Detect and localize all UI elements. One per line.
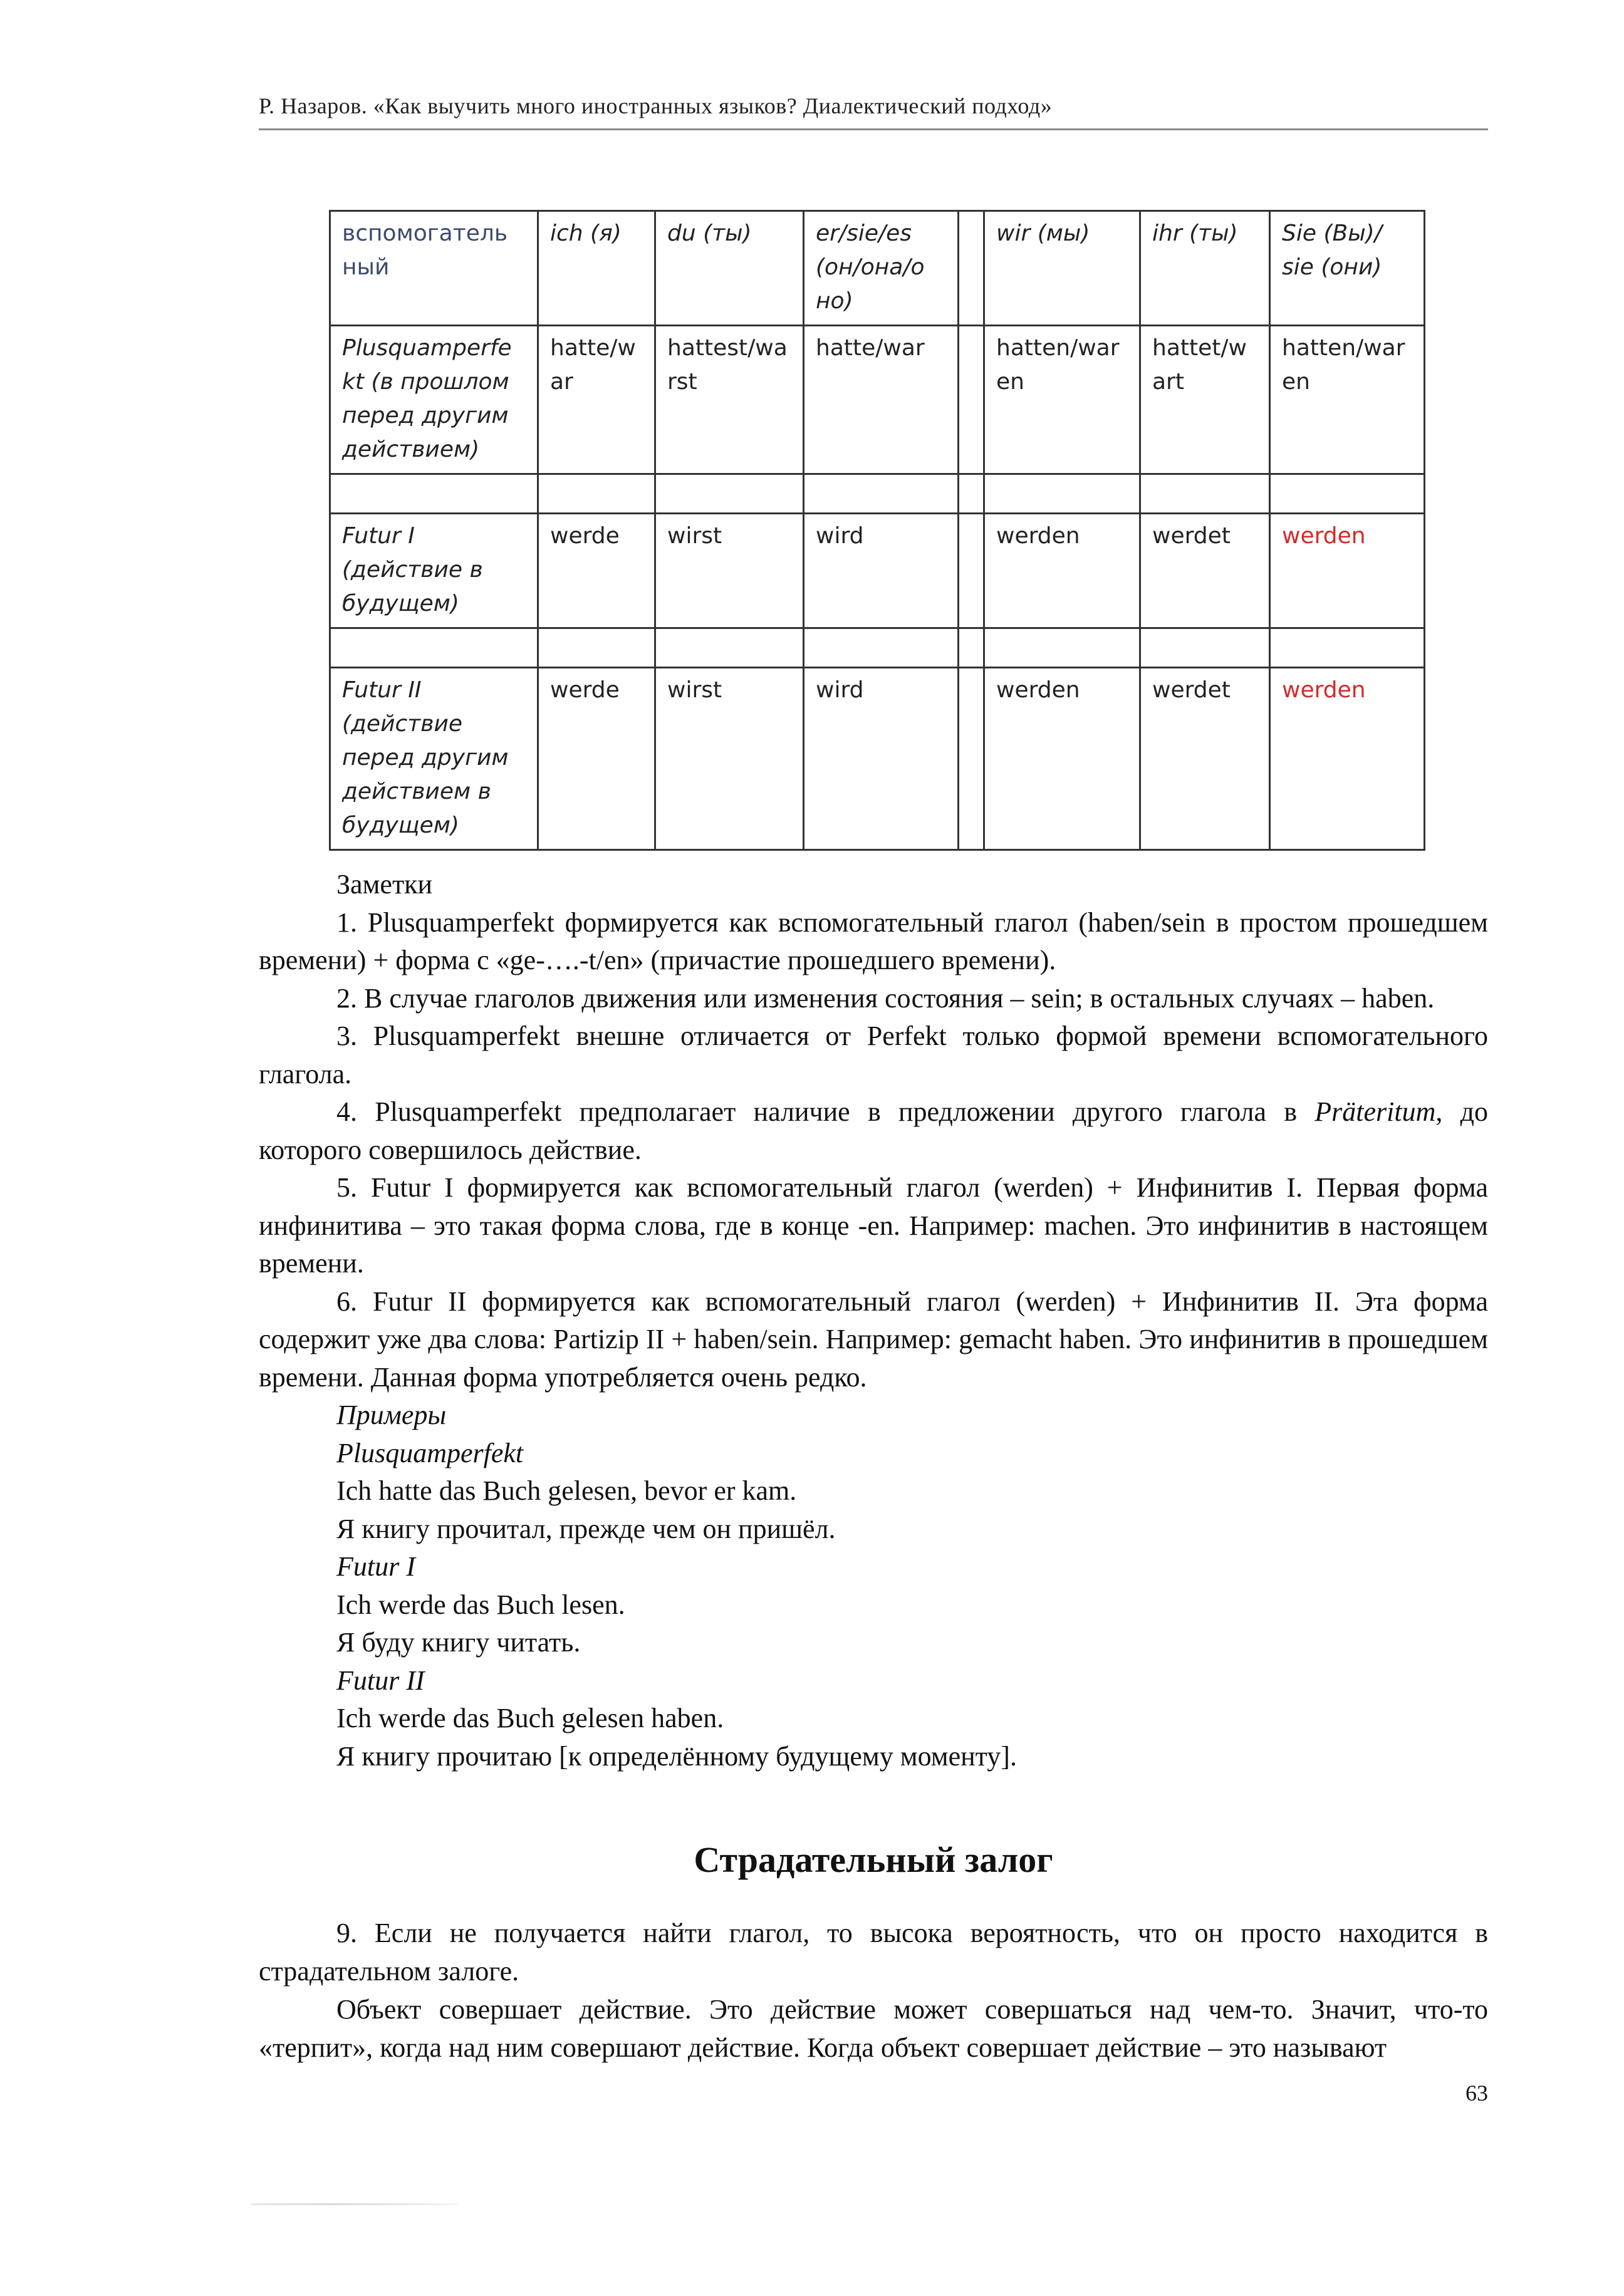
table-cell: werdet xyxy=(1140,668,1270,850)
header-cell-er-sie-es: er/sie/es (он/она/о но) xyxy=(804,211,959,326)
table-cell xyxy=(984,474,1140,514)
header-cell-sie: Sie (Вы)/ sie (они) xyxy=(1270,211,1425,326)
example-heading-text: Futur I xyxy=(336,1551,415,1582)
header-cell-du: du (ты) xyxy=(655,211,804,326)
table-cell xyxy=(1270,474,1425,514)
note-item-5: 5. Futur I формируется как вспомогательный глагол (werden) + Инфинитив I. Первая форма инфинитива – это такая форма слова, где в конце -en. Например: machen. Это инфинитив в настоящем времени. xyxy=(259,1172,1488,1279)
header-cell-auxiliary: вспомогатель ный xyxy=(330,211,538,326)
table-cell xyxy=(1140,474,1270,514)
note-item-2: 2. В случае глаголов движения или изменения состояния – sein; в остальных случаях – haben. xyxy=(336,982,1435,1014)
table-cell xyxy=(538,628,655,668)
table-row-spacer xyxy=(330,628,1425,668)
examples-title xyxy=(259,1396,1488,1435)
table-header-row xyxy=(330,211,1425,326)
passive-voice-section xyxy=(259,1914,1488,2067)
table-cell: hatte/war xyxy=(804,326,959,474)
page-number: 63 xyxy=(1465,2080,1488,2106)
table-cell-gap xyxy=(959,474,984,514)
table-cell xyxy=(655,628,804,668)
table-cell: wird xyxy=(804,668,959,850)
row-label: Futur II (действие перед другим действием в будущем) xyxy=(330,668,538,850)
notes-title: Заметки xyxy=(336,869,433,900)
examples-title-text: Примеры xyxy=(336,1400,447,1430)
table-row-plusquamperfekt xyxy=(330,326,1425,474)
table-cell xyxy=(984,628,1140,668)
table-cell-gap xyxy=(959,514,984,628)
header-cell-ich: ich (я) xyxy=(538,211,655,326)
table-cell: wirst xyxy=(655,514,804,628)
header-divider xyxy=(259,128,1488,130)
table-cell-gap xyxy=(959,326,984,474)
table-cell-gap xyxy=(959,628,984,668)
table-cell xyxy=(655,474,804,514)
note-item-4-tail: , до которого совершилось действие. xyxy=(259,1096,1488,1165)
header-cell-ihr: ihr (ты) xyxy=(1140,211,1270,326)
table-cell xyxy=(1140,628,1270,668)
note-item-6: 6. Futur II формируется как вспомогательный глагол (werden) + Инфинитив II. Эта форма содержит уже два слова: Partizip II + haben/sein. Например: gemacht haben. Это инфинитив в прошедшем времени. Данная форма употребляется очень редко. xyxy=(259,1286,1488,1393)
example-german: Ich hatte das Buch gelesen, bevor er kam. xyxy=(336,1475,797,1506)
table-cell: werden xyxy=(984,668,1140,850)
note-item-4 xyxy=(259,1093,1488,1169)
notes-section xyxy=(259,866,1488,1775)
section-title: Страдательный залог xyxy=(694,1839,1053,1880)
example-german: Ich werde das Buch lesen. xyxy=(336,1589,625,1620)
table-cell: wirst xyxy=(655,668,804,850)
table-cell: hattest/wa rst xyxy=(655,326,804,474)
table-cell xyxy=(538,474,655,514)
table-cell xyxy=(804,628,959,668)
paragraph: 9. Если не получается найти глагол, то высока вероятность, что он просто находится в страдательном залоге. xyxy=(259,1918,1488,1987)
table-cell xyxy=(804,474,959,514)
header-cell-wir: wir (мы) xyxy=(984,211,1140,326)
example-russian: Я книгу прочитаю [к определённому будущему моменту]. xyxy=(336,1740,1017,1772)
table-row-spacer xyxy=(330,474,1425,514)
table-cell: hatten/war en xyxy=(1270,326,1425,474)
note-item-4-text: 4. Plusquamperfekt предполагает наличие в предложении другого глагола в xyxy=(336,1096,1315,1127)
example-russian: Я книгу прочитал, прежде чем он пришёл. xyxy=(336,1513,836,1544)
table-cell-gap xyxy=(959,668,984,850)
table-cell xyxy=(1270,628,1425,668)
example-heading xyxy=(259,1435,1488,1473)
table-cell: werden xyxy=(984,514,1140,628)
conjugation-table xyxy=(329,210,1425,851)
example-heading-text: Futur II xyxy=(336,1665,425,1696)
table-cell xyxy=(330,628,538,668)
example-russian: Я буду книгу читать. xyxy=(336,1627,581,1658)
row-label: Futur I (действие в будущем) xyxy=(330,514,538,628)
table-cell: werde xyxy=(538,514,655,628)
table-cell xyxy=(330,474,538,514)
table-cell: wird xyxy=(804,514,959,628)
table-cell-highlighted: werden xyxy=(1270,668,1425,850)
running-header: Р. Назаров. «Как выучить много иностранных языков? Диалектический подход» xyxy=(259,93,1053,118)
table-cell: hatten/war en xyxy=(984,326,1140,474)
header-cell-gap xyxy=(959,211,984,326)
scan-artifact-line xyxy=(251,2203,457,2205)
note-item-4-term: Präteritum xyxy=(1314,1096,1436,1127)
table-row-futur-1 xyxy=(330,514,1425,628)
table-cell: hatte/w ar xyxy=(538,326,655,474)
example-heading-text: Plusquamperfekt xyxy=(336,1437,524,1468)
example-german: Ich werde das Buch gelesen haben. xyxy=(336,1703,724,1733)
example-heading xyxy=(259,1662,1488,1700)
paragraph: Объект совершает действие. Это действие может совершаться над чем-то. Значит, что-то «терпит», когда над ним совершают действие. Когда объект совершает действие – это называют xyxy=(259,1994,1488,2063)
note-item-3: 3. Plusquamperfekt внешне отличается от Perfekt только формой времени вспомогательного глагола. xyxy=(259,1021,1488,1089)
note-item-1: 1. Plusquamperfekt формируется как вспомогательный глагол (haben/sein в простом прошедшем времени) + форма с «ge-….-t/en» (причастие прошедшего времени). xyxy=(259,906,1488,975)
table-cell: werde xyxy=(538,668,655,850)
row-label: Plusquamperfe kt (в прошлом перед другим действием) xyxy=(330,326,538,474)
example-heading xyxy=(259,1548,1488,1586)
table-cell: werdet xyxy=(1140,514,1270,628)
table-row-futur-2 xyxy=(330,668,1425,850)
table-cell-highlighted: werden xyxy=(1270,514,1425,628)
table-cell: hattet/w art xyxy=(1140,326,1270,474)
